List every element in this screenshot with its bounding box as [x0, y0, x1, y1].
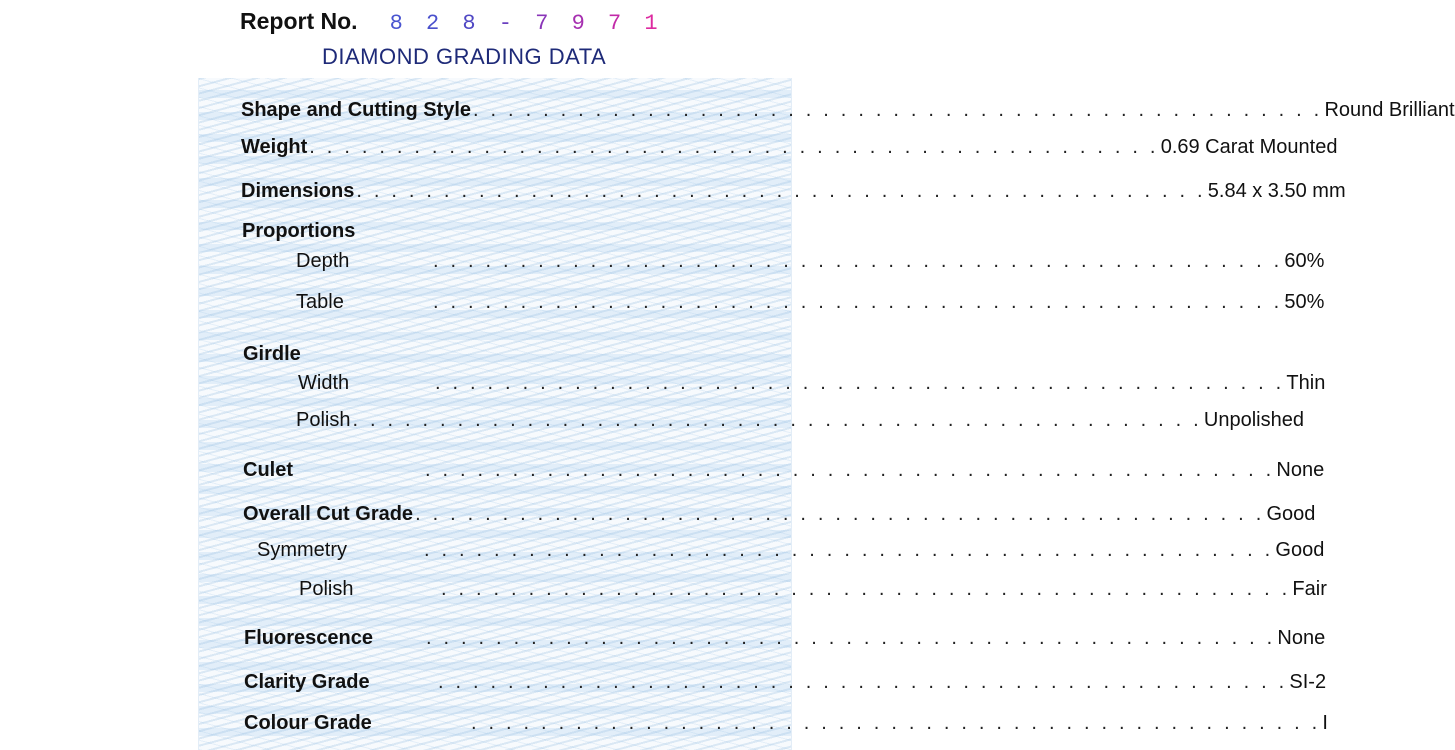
overall-cut-label: Overall Cut Grade: [243, 503, 414, 525]
polish-value: Fair: [1292, 578, 1327, 600]
dot-leader: . . . . . . . . . . . . . . . . . . . . . . . . . . . . . . . . . . . . . . . . . . . . . . . . .: [471, 712, 1321, 734]
report-number-char: 1: [644, 11, 663, 36]
clarity-value: SI-2: [1289, 671, 1327, 693]
proportions-heading: Proportions: [242, 220, 356, 242]
report-number-char: 7: [608, 11, 627, 36]
report-number-char: 7: [535, 11, 554, 36]
fluorescence-row: [244, 622, 1326, 650]
dimensions-value: 5.84 x 3.50 mm: [1207, 180, 1346, 202]
dot-leader: . . . . . . . . . . . . . . . . . . . . . . . . . . . . . . . . . . . . . . . . . . . . . . . . .: [435, 372, 1285, 394]
dot-leader: . . . . . . . . . . . . . . . . . . . . . . . . . . . . . . . . . . . . . . . . . . . . . . . . .: [352, 409, 1202, 431]
girdle-polish-row: [296, 404, 1304, 432]
depth-label: Depth: [296, 250, 350, 272]
table-row: [296, 286, 1325, 314]
symmetry-label: Symmetry: [257, 539, 347, 561]
clarity-row: [244, 666, 1327, 694]
dot-leader: . . . . . . . . . . . . . . . . . . . . . . . . . . . . . . . . . . . . . . . . . . . . . . . . .: [438, 671, 1288, 693]
report-number-char: -: [498, 11, 517, 36]
dot-leader: . . . . . . . . . . . . . . . . . . . . . . . . . . . . . . . . . . . . . . . . . . . . . . . . .: [441, 578, 1291, 600]
polish-row: [299, 573, 1327, 601]
girdle-polish-value: Unpolished: [1203, 409, 1304, 431]
table-value: 50%: [1284, 291, 1325, 313]
colour-label: Colour Grade: [244, 712, 372, 734]
report-number-char: 8: [389, 11, 408, 36]
dot-leader: . . . . . . . . . . . . . . . . . . . . . . . . . . . . . . . . . . . . . . . . . . . . . . . . .: [415, 503, 1265, 525]
fluorescence-value: None: [1277, 627, 1326, 649]
dot-leader: . . . . . . . . . . . . . . . . . . . . . . . . . . . . . . . . . . . . . . . . . . . . . . . . .: [309, 136, 1159, 158]
shape-value: Round Brilliant: [1324, 99, 1455, 121]
dimensions-label: Dimensions: [241, 180, 355, 202]
report-number-char: 8: [462, 11, 481, 36]
report-number-char: 9: [571, 11, 590, 36]
polish-label: Polish: [299, 578, 354, 600]
depth-value: 60%: [1284, 250, 1325, 272]
table-label: Table: [296, 291, 344, 313]
dot-leader: . . . . . . . . . . . . . . . . . . . . . . . . . . . . . . . . . . . . . . . . . . . . . . . . .: [433, 250, 1283, 272]
girdle-width-value: Thin: [1286, 372, 1326, 394]
girdle-heading: Girdle: [243, 343, 301, 365]
girdle-polish-label: Polish: [296, 409, 351, 431]
clarity-label: Clarity Grade: [244, 671, 370, 693]
symmetry-value: Good: [1275, 539, 1325, 561]
document-title: DIAMOND GRADING DATA: [322, 44, 607, 69]
dot-leader: . . . . . . . . . . . . . . . . . . . . . . . . . . . . . . . . . . . . . . . . . . . . . . . . .: [433, 291, 1283, 313]
dot-leader: . . . . . . . . . . . . . . . . . . . . . . . . . . . . . . . . . . . . . . . . . . . . . . . . .: [473, 99, 1323, 121]
colour-row: [244, 707, 1328, 735]
depth-row: [296, 245, 1325, 273]
weight-value: 0.69 Carat Mounted: [1160, 136, 1338, 158]
dot-leader: . . . . . . . . . . . . . . . . . . . . . . . . . . . . . . . . . . . . . . . . . . . . . . . . .: [356, 180, 1206, 202]
overall-cut-value: Good: [1266, 503, 1316, 525]
fluorescence-label: Fluorescence: [244, 627, 373, 649]
report-number: [390, 11, 663, 36]
weight-label: Weight: [241, 136, 308, 158]
dot-leader: . . . . . . . . . . . . . . . . . . . . . . . . . . . . . . . . . . . . . . . . . . . . . . . . .: [425, 459, 1275, 481]
report-number-label: Report No.: [240, 8, 358, 34]
girdle-width-label: Width: [298, 372, 350, 394]
shape-label: Shape and Cutting Style: [241, 99, 472, 121]
dot-leader: . . . . . . . . . . . . . . . . . . . . . . . . . . . . . . . . . . . . . . . . . . . . . . . . .: [426, 627, 1276, 649]
dot-leader: . . . . . . . . . . . . . . . . . . . . . . . . . . . . . . . . . . . . . . . . . . . . . . . . .: [424, 539, 1274, 561]
weight-row: [241, 131, 1338, 159]
culet-label: Culet: [243, 459, 293, 481]
dimensions-row: [241, 175, 1346, 203]
report-number-char: 2: [425, 11, 445, 36]
culet-row: [243, 454, 1325, 482]
report-number-line: [240, 8, 663, 40]
culet-value: None: [1276, 459, 1325, 481]
shape-row: [241, 94, 1455, 122]
colour-value: I: [1322, 712, 1328, 734]
overall-cut-row: [243, 498, 1316, 526]
symmetry-row: [257, 534, 1325, 562]
girdle-width-row: [298, 367, 1326, 395]
